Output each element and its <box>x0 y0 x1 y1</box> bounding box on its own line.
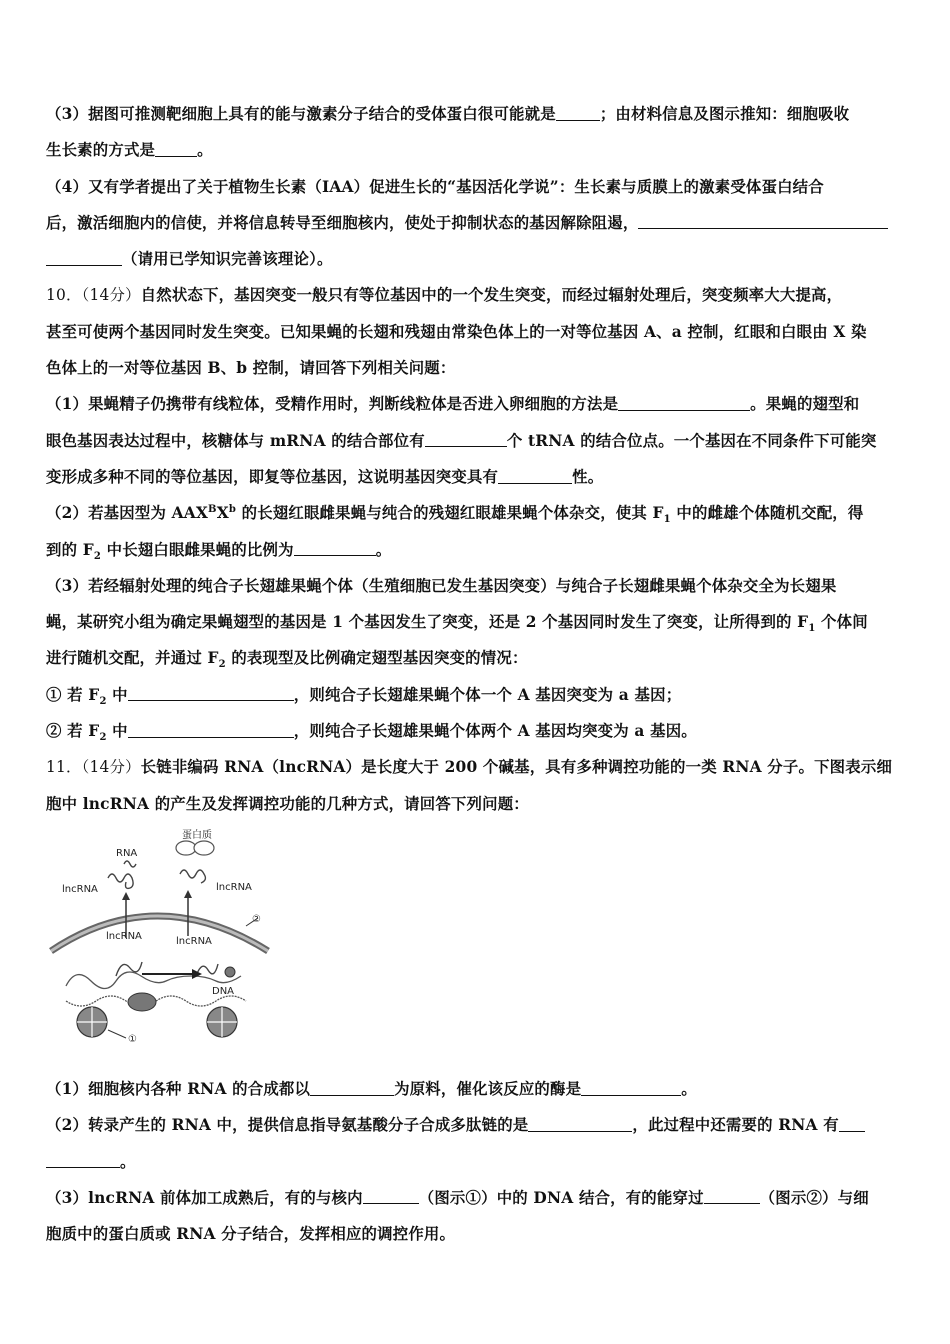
q11-part1-text-a: （1）细胞核内各种 RNA 的合成都以 <box>46 1080 311 1098</box>
subscript-2: 2 <box>99 695 107 707</box>
q9-part3-text-c: 生长素的方式是 <box>46 141 156 160</box>
q10-part3-text-a: （3）若经辐射处理的纯合子长翅雄果蝇个体（生殖细胞已发生基因突变）与纯合子长翅雌果蝇个体杂交全为长翅果 <box>46 576 837 595</box>
q10-part2-text-c: 中的雌雄个体随机交配，得 <box>670 504 864 523</box>
q11-part3-line1 <box>46 1180 906 1216</box>
q9-part4-line2 <box>46 205 906 241</box>
q10-part3-line3 <box>46 640 906 676</box>
q10-case2-text-c: ，则纯合子长翅雄果蝇个体两个 A 基因均突变为 a 基因。 <box>293 722 697 741</box>
q10-case2-line <box>46 713 906 749</box>
q9-part3-line2 <box>46 132 906 168</box>
label-rna: RNA <box>116 848 138 859</box>
q10-case1-text-a: ① 若 F <box>46 685 100 704</box>
q10-part2-text-b: 的长翅红眼雌果蝇与纯合的残翅红眼雄果蝇个体杂交，使其 F <box>236 504 664 523</box>
subscript-1: 1 <box>808 623 816 635</box>
process-arrowhead <box>192 969 202 979</box>
q10-case1-text-c: ，则纯合子长翅雄果蝇个体一个 A 基因突变为 a 基因； <box>293 685 682 704</box>
answer-blank[interactable] <box>294 539 376 556</box>
q10-part3-text-d: 进行随机交配，并通过 F <box>46 649 219 668</box>
q10-part1-line2 <box>46 423 906 459</box>
label-lncrna-mid-left: lncRNA <box>106 931 142 942</box>
exam-page <box>46 96 906 822</box>
cytoplasm-lncrna-right <box>180 870 205 883</box>
answer-blank[interactable] <box>839 1115 865 1132</box>
q11-part1-line <box>46 1071 906 1107</box>
answer-blank[interactable] <box>618 394 750 411</box>
q10-part3-text-e: 的表现型及比例确定翅型基因突变的情况： <box>225 649 528 668</box>
q9-part4-text-a: （4）又有学者提出了关于植物生长素（IAA）促进生长的“基因活化学说”：生长素与质膜上的激素受体蛋白结合 <box>46 177 824 196</box>
q11-part2-line2 <box>46 1144 906 1180</box>
answer-blank[interactable] <box>128 684 294 701</box>
q11-part2-line1 <box>46 1107 906 1143</box>
q10-part2-text-f: 。 <box>375 540 392 559</box>
answer-blank[interactable] <box>46 249 122 266</box>
q10-part3-text-b: 蝇，某研究小组为确定果蝇翅型的基因是 1 个基因发生了突变，还是 2 个基因同时发生了突变，让所得到的 F <box>46 613 809 632</box>
label-circle-2: ② <box>252 914 261 925</box>
q9-part3-text-a: （3）据图可推测靶细胞上具有的能与激素分子结合的受体蛋白很可能就是 <box>46 105 556 123</box>
q9-part4-text-c: （请用已学知识完善该理论）。 <box>122 250 333 269</box>
q9-part4-text-b: 后，激活细胞内的信使，并将信息转导至细胞核内，使处于抑制状态的基因解除阻遏， <box>46 213 639 232</box>
q10-part2-x: X <box>216 504 229 523</box>
q10-part3-line2 <box>46 604 906 640</box>
q10-part1-text-f: 性。 <box>572 467 604 486</box>
q10-case1-text-b: 中 <box>106 685 128 704</box>
cytoplasm-lncrna-left <box>108 874 133 888</box>
q10-part1-text-d: 个 tRNA 的结合位点。一个基因在不同条件下可能突 <box>506 431 877 450</box>
binding-protein <box>225 967 235 977</box>
superscript-b-upper: B <box>208 504 217 516</box>
answer-blank[interactable] <box>310 1078 394 1095</box>
label-lncrna-top-right: lncRNA <box>216 882 252 893</box>
label-circle-1: ① <box>128 1034 137 1045</box>
q10-intro-text-c: 色体上的一对等位基因 B、b 控制，请回答下列相关问题： <box>46 359 456 378</box>
subscript-2: 2 <box>93 550 102 562</box>
q10-part2-line2 <box>46 532 906 568</box>
q10-intro-text-a: 自然状态下，基因突变一般只有等位基因中的一个发生突变，而经过辐射处理后，突变频率大大提高， <box>140 286 843 305</box>
answer-blank[interactable] <box>128 720 294 737</box>
q11-part3-text-d: 胞质中的蛋白质或 RNA 分子结合，发挥相应的调控作用。 <box>46 1225 456 1244</box>
label-lncrna-top-left: lncRNA <box>62 884 98 895</box>
q10-case2-text-a: ② 若 F <box>46 722 100 741</box>
answer-blank[interactable] <box>363 1187 419 1204</box>
subscript-1: 1 <box>663 514 671 526</box>
q11-intro-text-b: 胞中 lncRNA 的产生及发挥调控功能的几种方式，请回答下列问题： <box>46 794 529 813</box>
label-lncrna-mid-right: lncRNA <box>176 936 212 947</box>
q10-case2-text-b: 中 <box>106 722 128 741</box>
q10-part1-text-e: 变形成多种不同的等位基因，即复等位基因，这说明基因突变具有 <box>46 467 499 486</box>
q10-part1-line1 <box>46 386 906 422</box>
answer-blank[interactable] <box>498 466 572 483</box>
q10-intro-line1 <box>46 277 906 313</box>
q11-intro-line1 <box>46 749 906 785</box>
q11-part1-text-b: 为原料，催化该反应的酶是 <box>394 1080 582 1098</box>
q11-part3-text-c: （图示②）与细 <box>759 1188 869 1207</box>
q10-part1-text-c: 眼色基因表达过程中，核糖体与 mRNA 的结合部位有 <box>46 431 425 450</box>
label-1-pointer <box>108 1030 126 1038</box>
superscript-b-lower: b <box>228 504 237 516</box>
q10-part1-text-a: （1）果蝇精子仍携带有线粒体，受精作用时，判断线粒体是否进入卵细胞的方法是 <box>46 395 619 414</box>
answer-blank[interactable] <box>46 1151 120 1168</box>
polymerase-complex <box>128 993 156 1011</box>
q11-part2-text-b: ，此过程中还需要的 RNA 有 <box>632 1116 839 1135</box>
q11-intro-text-a: 长链非编码 RNA（lncRNA）是长度大于 200 个碱基，具有多种调控功能的一类 RNA 分子。下图表示细 <box>140 758 893 777</box>
q10-part1-text-b: 。果蝇的翅型和 <box>750 395 860 414</box>
subscript-2: 2 <box>218 659 226 671</box>
q10-part3-text-c: 个体间 <box>815 613 868 632</box>
arrowhead-left <box>122 892 130 900</box>
q10-part3-line1 <box>46 568 906 604</box>
nuclear-envelope-inner <box>51 916 268 951</box>
q10-part2-text-d: 到的 F <box>46 540 94 559</box>
q11-part3-text-a: （3）lncRNA 前体加工成熟后，有的与核内 <box>46 1188 363 1207</box>
q10-part1-line3 <box>46 459 906 495</box>
q11-part1-text-c: 。 <box>681 1080 697 1098</box>
answer-blank[interactable] <box>704 1187 760 1204</box>
label-dna: DNA <box>212 986 235 997</box>
q9-part3-text-b: ；由材料信息及图示推知：细胞吸收 <box>599 105 850 123</box>
answer-blank[interactable] <box>556 103 600 120</box>
q11-part2-text-c: 。 <box>120 1152 136 1171</box>
q9-part4-line1 <box>46 169 906 205</box>
answer-blank[interactable] <box>155 140 197 157</box>
q10-part2-text-e: 中长翅白眼雌果蝇的比例为 <box>101 540 294 559</box>
q10-intro-text-b: 甚至可使两个基因同时发生突变。已知果蝇的长翅和残翅由常染色体上的一对等位基因 A、a 控制，红眼和白眼由 X 染 <box>46 322 867 341</box>
q11-part3-line2 <box>46 1216 906 1252</box>
answer-blank[interactable] <box>638 212 888 229</box>
label-protein: 蛋白质 <box>182 830 212 841</box>
answer-blank[interactable] <box>581 1078 681 1095</box>
answer-blank[interactable] <box>528 1115 632 1132</box>
q10-number: 10．（14分） <box>46 286 141 305</box>
protein-blob-right <box>194 841 214 855</box>
q11-part2-text-a: （2）转录产生的 RNA 中，提供信息指导氨基酸分子合成多肽链的是 <box>46 1116 529 1135</box>
q11-intro-line2 <box>46 786 906 822</box>
q10-intro-line3 <box>46 350 906 386</box>
q9-part4-line3 <box>46 241 906 277</box>
q10-part2-line1 <box>46 495 906 531</box>
q11-number: 11．（14分） <box>46 758 141 777</box>
protein-blob-left <box>176 841 196 855</box>
q10-part2-text-a: （2）若基因型为 AAX <box>46 504 209 523</box>
q11-parts <box>46 1071 906 1252</box>
q10-case1-line <box>46 677 906 713</box>
q11-part3-text-b: （图示①）中的 DNA 结合，有的能穿过 <box>418 1188 704 1207</box>
arrowhead-right <box>184 890 192 898</box>
q9-part3-line1 <box>46 96 906 132</box>
lncrna-diagram-svg <box>46 826 276 1056</box>
answer-blank[interactable] <box>425 430 507 447</box>
q10-intro-line2 <box>46 314 906 350</box>
subscript-2: 2 <box>99 732 107 744</box>
cytoplasm-rna <box>124 861 136 867</box>
lncrna-diagram <box>46 826 276 1056</box>
q9-part3-text-d: 。 <box>197 141 213 160</box>
